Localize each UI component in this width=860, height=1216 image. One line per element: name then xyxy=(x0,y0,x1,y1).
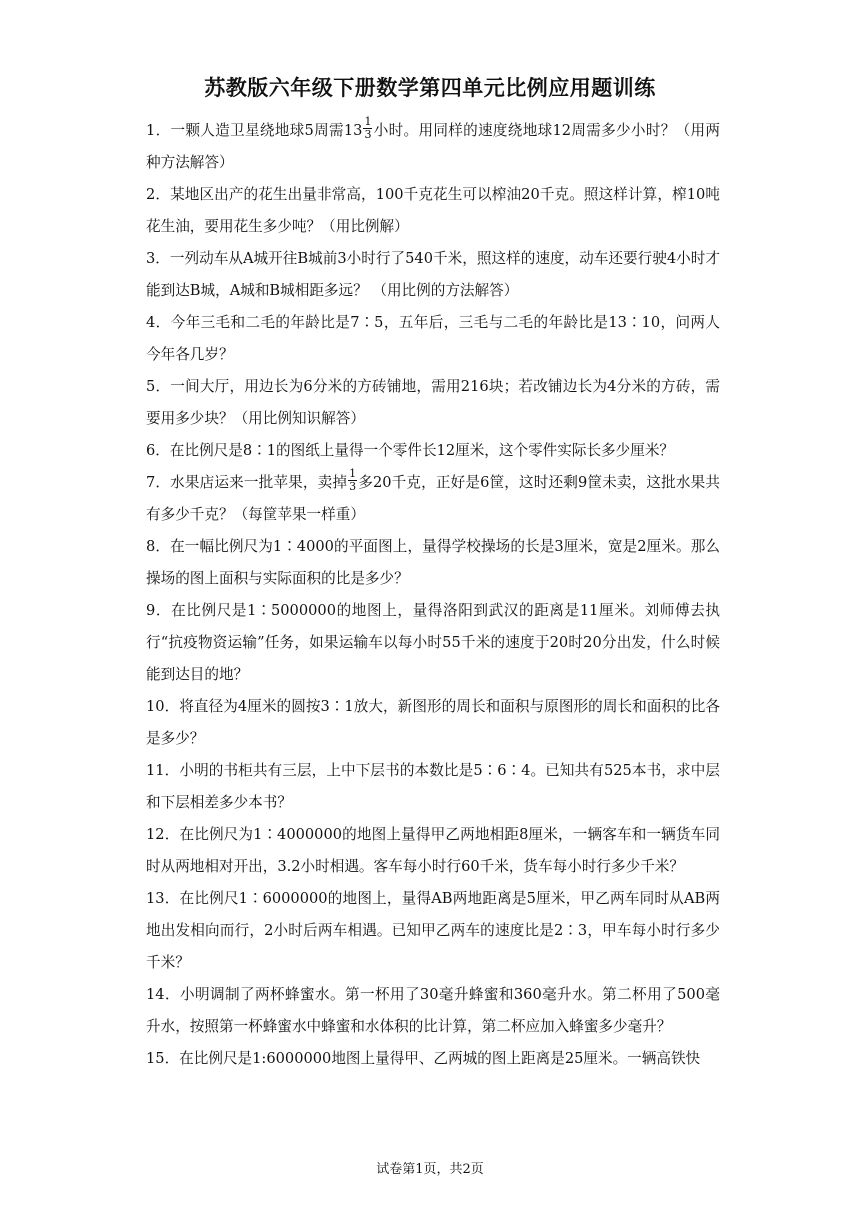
question-text: 7．水果店运来一批苹果，卖掉 xyxy=(146,474,348,491)
fraction xyxy=(363,116,372,141)
question-2: 2．某地区出产的花生出量非常高，100千克花生可以榨油20千克。照这样计算，榨10吨花生油，要用花生多少吨？（用比例解） xyxy=(146,186,720,235)
question-12: 12．在比例尺为1∶4000000的地图上量得甲乙两地相距8厘米，一辆客车和一辆货车同时从两地相对开出，3.2小时相遇。客车每小时行60千米，货车每小时行多少千米？ xyxy=(146,826,720,875)
question-text: 小时。用同样的速度绕地球12周需多少小时？（用两种方法解答） xyxy=(146,122,720,171)
question-15: 15．在比例尺是1:6000000地图上量得甲、乙两城的图上距离是25厘米。一辆高铁快 xyxy=(146,1050,701,1067)
question-13: 13．在比例尺1∶6000000的地图上，量得AB两地距离是5厘米，甲乙两车同时从AB两地出发相向而行，2小时后两车相遇。已知甲乙两车的速度比是2∶3，甲车每小时行多少千米？ xyxy=(146,890,720,971)
question-6: 6．在比例尺是8∶1的图纸上量得一个零件长12厘米，这个零件实际长多少厘米？ xyxy=(146,442,675,459)
question-14: 14．小明调制了两杯蜂蜜水。第一杯用了30毫升蜂蜜和360毫升水。第二杯用了500毫升水，按照第一杯蜂蜜水中蜂蜜和水体积的比计算，第二杯应加入蜂蜜多少毫升？ xyxy=(146,986,720,1035)
question-9: 9．在比例尺是1∶5000000的地图上，量得洛阳到武汉的距离是11厘米。刘师傅去执行“抗疫物资运输”任务，如果运输车以每小时55千米的速度于20时20分出发，什么时候能到达目的地？ xyxy=(146,602,720,683)
question-text: 1．一颗人造卫星绕地球5周需13 xyxy=(146,122,363,139)
document-title: 苏教版六年级下册数学第四单元比例应用题训练 xyxy=(204,75,656,100)
question-5: 5．一间大厅，用边长为6分米的方砖铺地，需用216块；若改铺边长为4分米的方砖，需要用多少块？（用比例知识解答） xyxy=(146,378,720,427)
question-8: 8．在一幅比例尺为1∶4000的平面图上，量得学校操场的长是3厘米，宽是2厘米。那么操场的图上面积与实际面积的比是多少？ xyxy=(146,538,720,587)
question-4: 4．今年三毛和二毛的年龄比是7∶5，五年后，三毛与二毛的年龄比是13∶10，问两人今年各几岁？ xyxy=(146,314,720,363)
question-10: 10．将直径为4厘米的圆按3∶1放大，新图形的周长和面积与原图形的周长和面积的比各是多少？ xyxy=(146,698,720,747)
question-3: 3．一列动车从A城开往B城前3小时行了540千米，照这样的速度，动车还要行驶4小时才能到达B城，A城和B城相距多远？ （用比例的方法解答） xyxy=(146,250,720,299)
fraction-numerator: 1 xyxy=(349,466,357,480)
question-11: 11．小明的书柜共有三层，上中下层书的本数比是5∶6∶4。已知共有525本书，求中层和下层相差多少本书？ xyxy=(146,762,720,811)
question-list xyxy=(146,115,720,1075)
fraction xyxy=(348,468,357,493)
page-footer: 试卷第1页，共2页 xyxy=(376,1162,484,1177)
question-text: 多20千克，正好是6筐，这时还剩9筐未卖，这批水果共有多少千克？（每筐苹果一样重） xyxy=(146,474,720,523)
question-1 xyxy=(146,115,720,179)
fraction-denominator: 3 xyxy=(349,479,357,493)
question-7 xyxy=(146,467,720,531)
fraction-denominator: 3 xyxy=(364,127,372,141)
fraction-numerator: 1 xyxy=(364,114,372,128)
